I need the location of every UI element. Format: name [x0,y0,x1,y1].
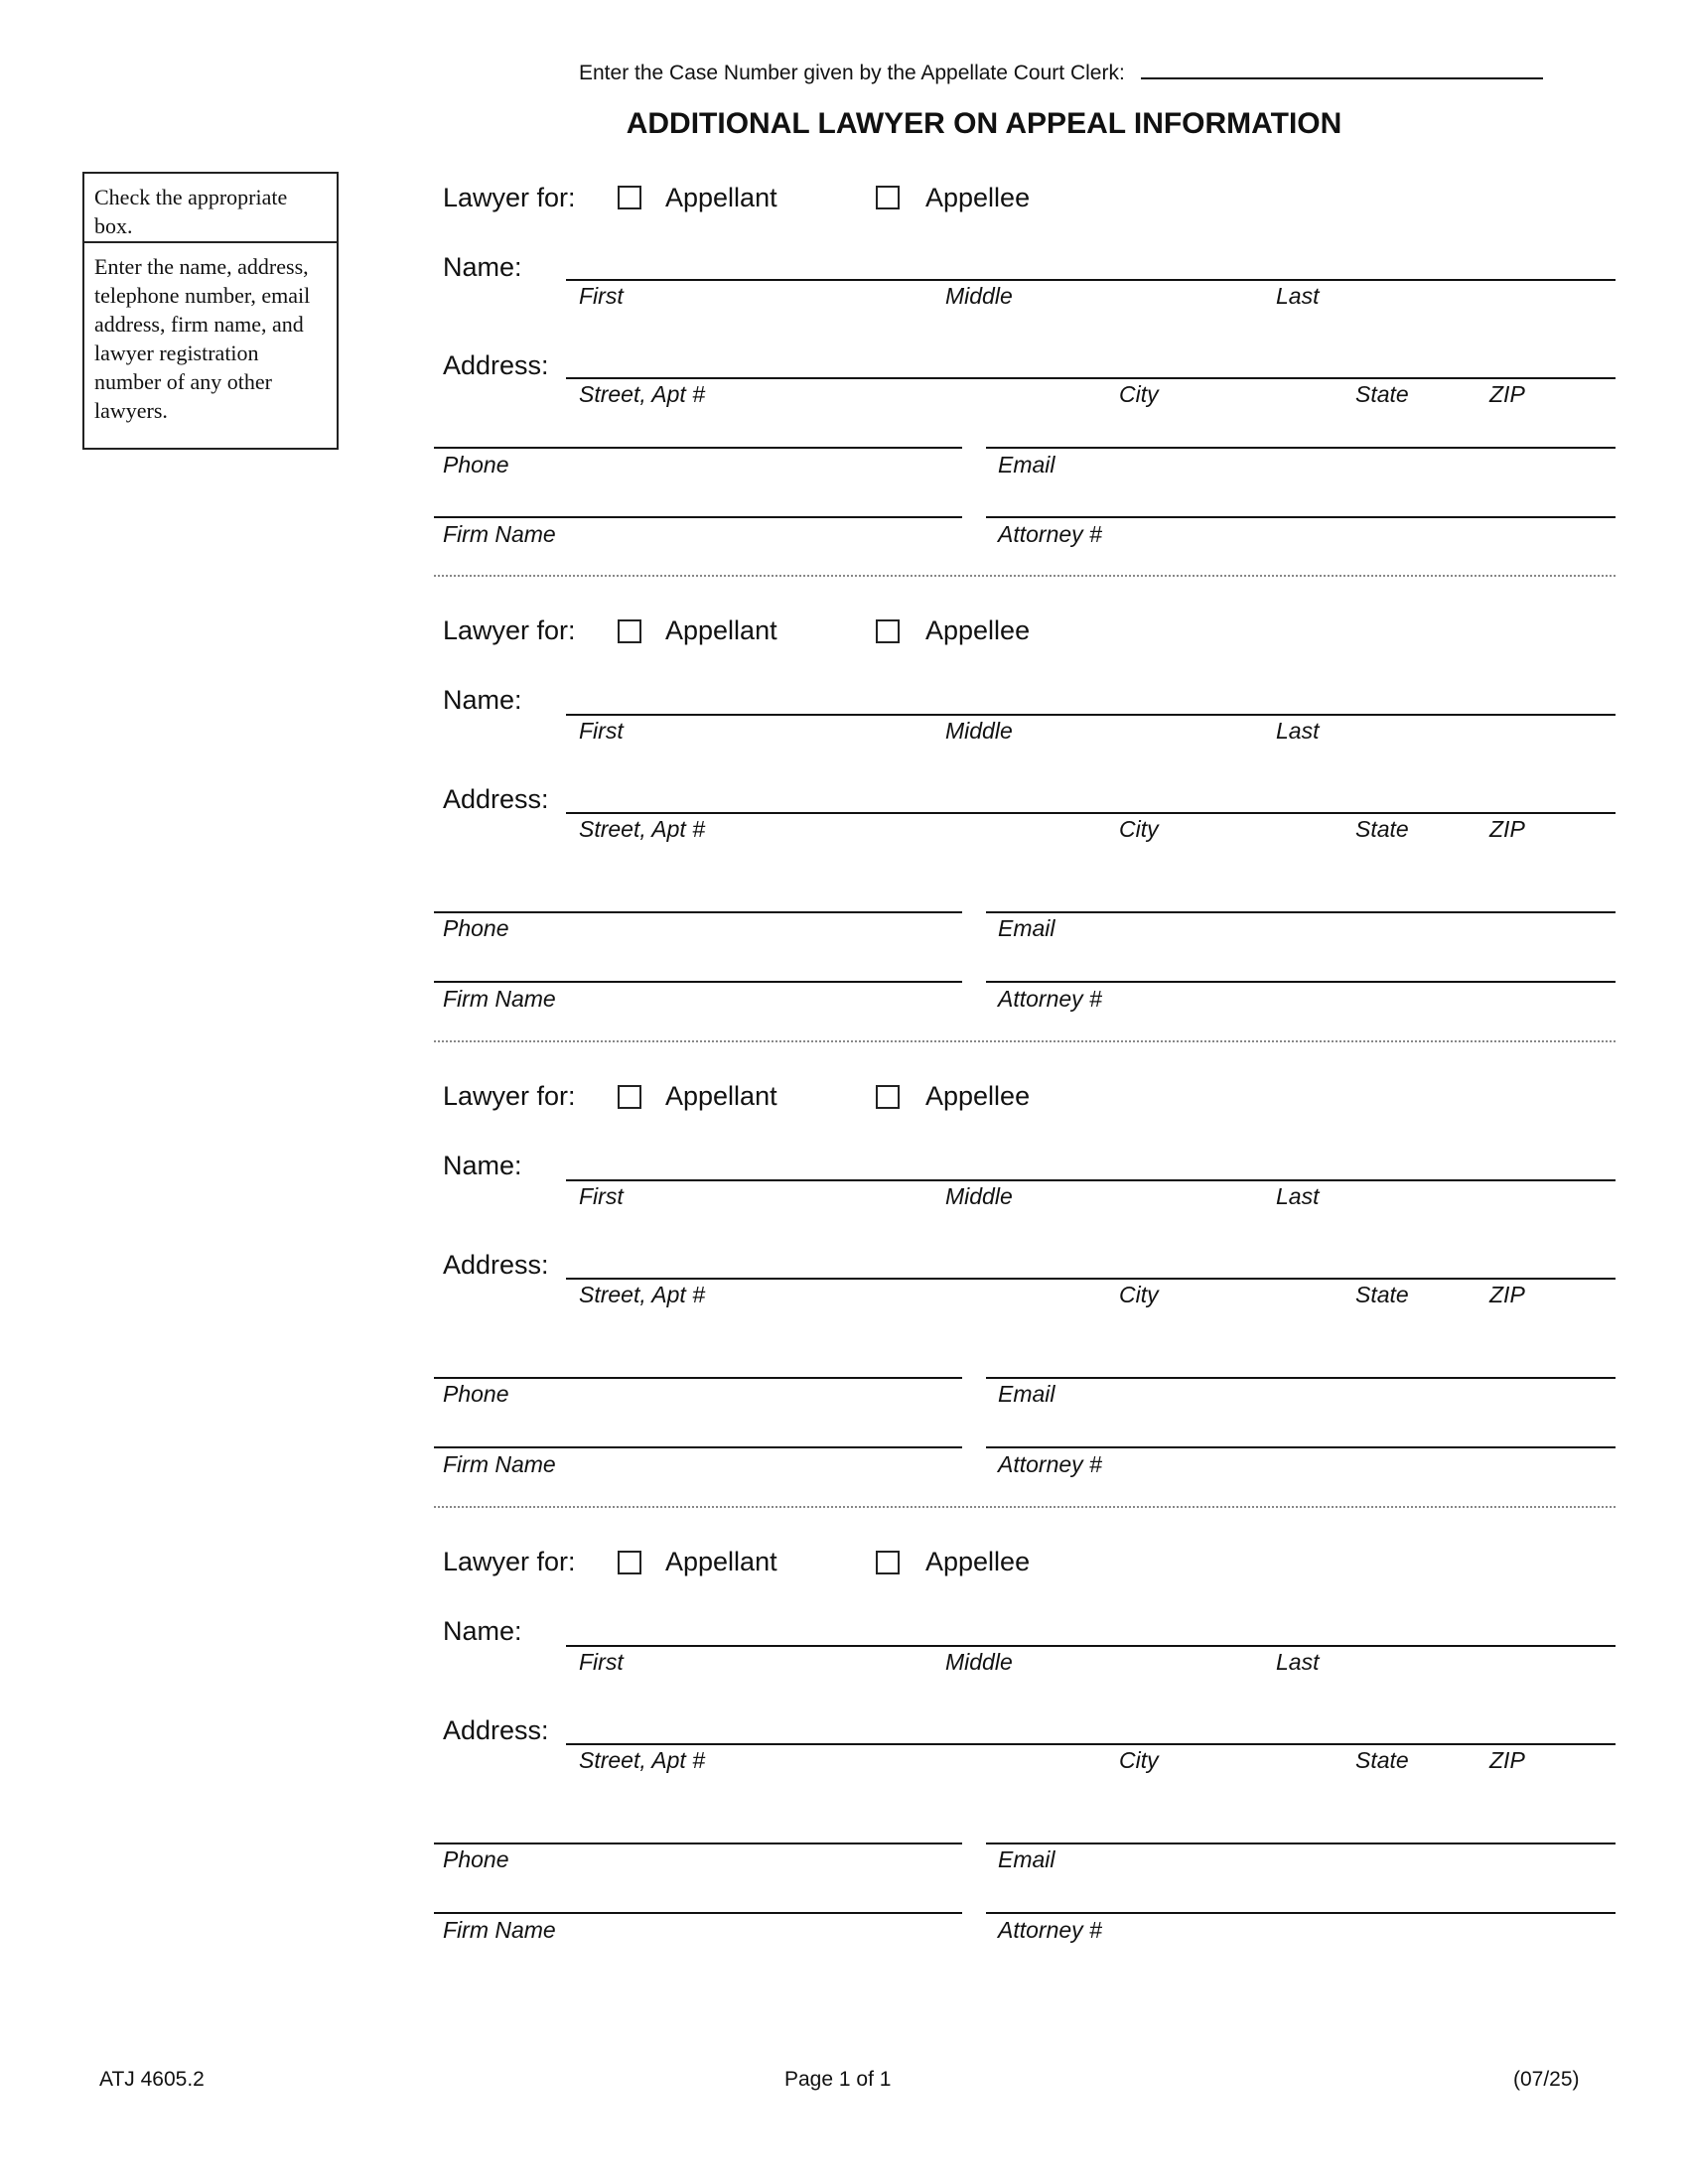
lawyer-for-label: Lawyer for: [443,1547,576,1576]
appellee-checkbox[interactable] [876,1085,900,1109]
instruction-enter-info: Enter the name, address, telephone number, email address, firm name, and lawyer registration number of any other lawyers. [94,254,311,423]
middle-caption: Middle [945,718,1013,744]
street-caption: Street, Apt # [579,381,705,407]
address-field[interactable] [566,1743,1616,1745]
first-caption: First [579,1649,624,1675]
appellant-label: Appellant [665,615,777,645]
middle-caption: Middle [945,1183,1013,1209]
city-caption: City [1119,816,1159,842]
street-caption: Street, Apt # [579,1747,705,1773]
attorney-number-caption: Attorney # [998,986,1102,1012]
address-label: Address: [443,784,549,814]
appellant-checkbox[interactable] [618,1551,641,1574]
appellant-checkbox[interactable] [618,1085,641,1109]
attorney-number-field[interactable] [986,1446,1616,1448]
firm-name-caption: Firm Name [443,1917,556,1943]
email-caption: Email [998,452,1055,478]
appellant-label: Appellant [665,1081,777,1111]
street-caption: Street, Apt # [579,816,705,842]
form-id: ATJ 4605.2 [99,2068,205,2091]
attorney-number-caption: Attorney # [998,1451,1102,1477]
last-caption: Last [1276,1649,1320,1675]
revision-date: (07/25) [1513,2068,1580,2091]
last-caption: Last [1276,1183,1320,1209]
phone-field[interactable] [434,1843,962,1844]
state-caption: State [1355,816,1409,842]
firm-name-field[interactable] [434,1446,962,1448]
email-caption: Email [998,1381,1055,1407]
city-caption: City [1119,1282,1159,1307]
email-caption: Email [998,1846,1055,1872]
phone-caption: Phone [443,452,509,478]
last-caption: Last [1276,718,1320,744]
appellant-label: Appellant [665,183,777,212]
name-field[interactable] [566,1179,1616,1181]
firm-name-caption: Firm Name [443,1451,556,1477]
address-label: Address: [443,1250,549,1280]
zip-caption: ZIP [1489,381,1525,407]
firm-name-field[interactable] [434,1912,962,1914]
instruction-check-box: Check the appropriate box. [84,174,337,243]
page-title: ADDITIONAL LAWYER ON APPEAL INFORMATION [626,107,1342,140]
email-field[interactable] [986,1377,1616,1379]
appellee-label: Appellee [925,1081,1031,1111]
email-field[interactable] [986,1843,1616,1844]
name-label: Name: [443,685,522,715]
firm-name-caption: Firm Name [443,986,556,1012]
lawyer-for-label: Lawyer for: [443,183,576,212]
last-caption: Last [1276,283,1320,309]
appellee-label: Appellee [925,183,1031,212]
appellee-label: Appellee [925,1547,1031,1576]
email-caption: Email [998,915,1055,941]
name-label: Name: [443,252,522,282]
phone-field[interactable] [434,911,962,913]
case-number-prompt: Enter the Case Number given by the Appellate Court Clerk: [579,62,1125,84]
city-caption: City [1119,1747,1159,1773]
name-field[interactable] [566,1645,1616,1647]
firm-name-field[interactable] [434,516,962,518]
appellant-checkbox[interactable] [618,619,641,643]
zip-caption: ZIP [1489,1282,1525,1307]
phone-caption: Phone [443,1846,509,1872]
lawyer-for-label: Lawyer for: [443,615,576,645]
state-caption: State [1355,1282,1409,1307]
address-field[interactable] [566,812,1616,814]
city-caption: City [1119,381,1159,407]
page-number: Page 1 of 1 [784,2068,892,2091]
first-caption: First [579,1183,624,1209]
attorney-number-caption: Attorney # [998,1917,1102,1943]
firm-name-field[interactable] [434,981,962,983]
appellee-label: Appellee [925,615,1031,645]
first-caption: First [579,283,624,309]
state-caption: State [1355,381,1409,407]
middle-caption: Middle [945,283,1013,309]
appellee-checkbox[interactable] [876,619,900,643]
name-field[interactable] [566,714,1616,716]
attorney-number-caption: Attorney # [998,521,1102,547]
address-field[interactable] [566,1278,1616,1280]
address-label: Address: [443,350,549,380]
appellee-checkbox[interactable] [876,1551,900,1574]
attorney-number-field[interactable] [986,516,1616,518]
firm-name-caption: Firm Name [443,521,556,547]
name-label: Name: [443,1616,522,1646]
section-divider [434,1506,1616,1508]
address-label: Address: [443,1715,549,1745]
phone-caption: Phone [443,915,509,941]
first-caption: First [579,718,624,744]
attorney-number-field[interactable] [986,1912,1616,1914]
zip-caption: ZIP [1489,816,1525,842]
phone-caption: Phone [443,1381,509,1407]
section-divider [434,1040,1616,1042]
zip-caption: ZIP [1489,1747,1525,1773]
appellant-label: Appellant [665,1547,777,1576]
attorney-number-field[interactable] [986,981,1616,983]
street-caption: Street, Apt # [579,1282,705,1307]
lawyer-for-label: Lawyer for: [443,1081,576,1111]
state-caption: State [1355,1747,1409,1773]
middle-caption: Middle [945,1649,1013,1675]
phone-field[interactable] [434,1377,962,1379]
email-field[interactable] [986,911,1616,913]
name-label: Name: [443,1151,522,1180]
section-divider [434,575,1616,577]
